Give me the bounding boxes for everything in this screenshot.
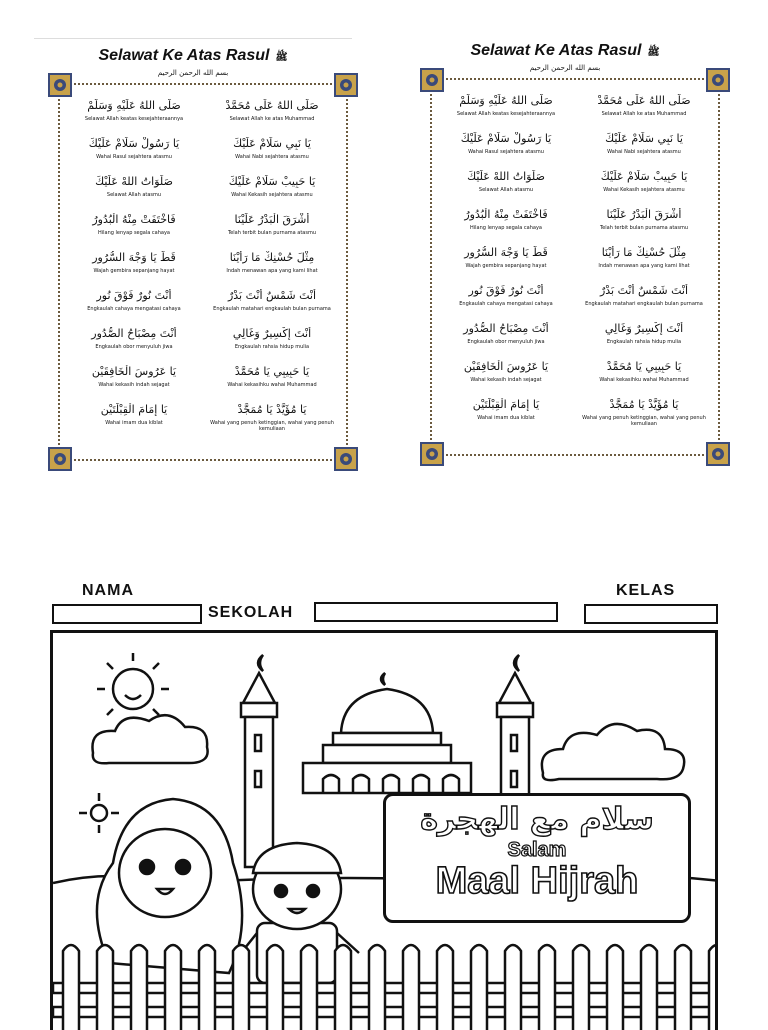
bismillah: بسم الله الرحمن الرحيم xyxy=(529,64,601,72)
verse: صَلَوَاتُ اللهْ عَلَيْكَ Selawat Allah atasmu xyxy=(95,175,173,198)
verse: صَلَّى اللهُ عَلَيْهِ وَسَلَّمْ Selawat Allah keatas kesejahteraannya xyxy=(456,94,556,117)
verse: أَشْرَقَ الْبَدْرُ عَلَيْنَا Telah terbit bulan purnama atasmu xyxy=(227,213,317,236)
verse: أَنْتَ شَمْسٌ أَنْتَ بَدْرٌ Engkaulah matahari engkaulah bulan purnama xyxy=(585,284,703,307)
nama-label: NAMA xyxy=(82,582,134,599)
ornament-corner-icon xyxy=(705,67,731,93)
verse: صَلَّى اللهُ عَلَى مُحَمَّدْ Selawat Allah ke atas Muhammad xyxy=(225,99,319,122)
banner-salam-text: Salam xyxy=(507,839,567,861)
verse: يَا حَبِيبْ سَلَامْ عَلَيْكَ Wahai Kekasih sejahtera atasmu xyxy=(600,170,688,193)
ornament-corner-icon xyxy=(333,446,359,472)
verse: فَاخْتَفَتْ مِنْهُ الْبُدُورُ Hilang lenyap segala cahaya xyxy=(92,213,176,236)
sheet-title: Selawat Ke Atas Rasul ﷺ xyxy=(470,42,660,59)
verse: أَنْتَ إِكْسِيرٌ وَغَالِي Engkaulah rahsia hidup mulia xyxy=(232,327,312,350)
selawat-verse-grid xyxy=(442,94,708,444)
minaret-left-icon xyxy=(241,655,277,867)
seal-icon: ﷺ xyxy=(647,47,660,58)
verse: مِثْلَ حُسْنِكْ مَا رَأَيْنَا Indah menawan apa yang kami lihat xyxy=(226,251,318,274)
ornament-corner-icon xyxy=(333,72,359,98)
kelas-field[interactable] xyxy=(584,604,718,624)
verse: يَا حَبِيبْ سَلَامْ عَلَيْكَ Wahai Kekasih sejahtera atasmu xyxy=(228,175,316,198)
ornament-corner-icon xyxy=(419,441,445,467)
selawat-sheet-right xyxy=(406,34,724,460)
bismillah: بسم الله الرحمن الرحيم xyxy=(157,69,229,77)
cloud-icon xyxy=(542,724,684,780)
verse: يَا إِمَامَ الْقِبْلَتَيْنِ Wahai imam dua kiblat xyxy=(100,403,168,426)
verse: مِثْلَ حُسْنِكْ مَا رَأَيْنَا Indah menawan apa yang kami lihat xyxy=(598,246,690,269)
verse: أَنْتَ شَمْسٌ أَنْتَ بَدْرٌ Engkaulah matahari engkaulah bulan purnama xyxy=(213,289,331,312)
verse: يَا مُؤَيَّدْ يَا مُمَجَّدْ Wahai yang penuh ketinggian, wahai yang penuh kemuliaan xyxy=(582,398,706,427)
ornamental-frame xyxy=(430,78,720,456)
sheet-title: Selawat Ke Atas Rasul ﷺ xyxy=(98,47,288,64)
coloring-scene xyxy=(50,630,718,1030)
selawat-verse-grid xyxy=(70,99,336,449)
mosque-dome-icon xyxy=(303,673,471,793)
banner-arabic-text: سلام مع الهجرة xyxy=(420,802,654,837)
verse: أَنْتَ نُورٌ فَوْقَ نُورِ Engkaulah cahaya mengatasi cahaya xyxy=(87,289,181,312)
verse: صَلَوَاتُ اللهْ عَلَيْكَ Selawat Allah atasmu xyxy=(467,170,545,193)
verse: يَا حَبِيبِي يَا مُحَمَّدْ Wahai kekasihku wahai Muhammad xyxy=(599,360,689,383)
banner-main-text: Maal Hijrah xyxy=(435,860,639,902)
verse: قَطُّ يَا وَجْهَ السُّرُورِ Wajah gembira sepanjang hayat xyxy=(464,246,548,269)
verse: يَا إِمَامَ الْقِبْلَتَيْنِ Wahai imam dua kiblat xyxy=(472,398,540,421)
verse: أَنْتَ مِصْبَاحُ الصُّدُورِ Engkaulah obor menyuluh jiwa xyxy=(463,322,549,345)
verse: فَاخْتَفَتْ مِنْهُ الْبُدُورُ Hilang lenyap segala cahaya xyxy=(464,208,548,231)
verse: أَنْتَ إِكْسِيرٌ وَغَالِي Engkaulah rahsia hidup mulia xyxy=(604,322,684,345)
ornamental-frame xyxy=(58,83,348,461)
selawat-sheet-left xyxy=(34,38,352,465)
verse: قَطُّ يَا وَجْهَ السُّرُورِ Wajah gembira sepanjang hayat xyxy=(92,251,176,274)
verse: يَا مُؤَيَّدْ يَا مُمَجَّدْ Wahai yang penuh ketinggian, wahai yang penuh kemuliaan xyxy=(210,403,334,432)
ornament-corner-icon xyxy=(47,72,73,98)
sun-icon xyxy=(97,653,169,725)
nama-field[interactable] xyxy=(52,604,202,624)
verse: صَلَّى اللهُ عَلَى مُحَمَّدْ Selawat Allah ke atas Muhammad xyxy=(597,94,691,117)
verse: يَا نَبِي سَلَامْ عَلَيْكَ Wahai Nabi sejahtera atasmu xyxy=(605,132,683,155)
ornament-corner-icon xyxy=(419,67,445,93)
sekolah-field[interactable] xyxy=(314,602,558,622)
ornament-corner-icon xyxy=(705,441,731,467)
maal-hijrah-banner xyxy=(383,793,691,923)
verse: صَلَّى اللهُ عَلَيْهِ وَسَلَّمْ Selawat Allah keatas kesejahteraannya xyxy=(84,99,184,122)
verse: يَا رَسُولْ سَلَامْ عَلَيْكَ Wahai Rasul sejahtera atasmu xyxy=(88,137,180,160)
verse: يَا عَرُوسَ الْخَافِقَيْنِ Wahai kekasih indah sejagat xyxy=(463,360,549,383)
verse: أَنْتَ نُورٌ فَوْقَ نُورِ Engkaulah cahaya mengatasi cahaya xyxy=(459,284,553,307)
kelas-label: KELAS xyxy=(616,582,676,599)
sekolah-label: SEKOLAH xyxy=(208,604,294,621)
verse: يَا عَرُوسَ الْخَافِقَيْنِ Wahai kekasih indah sejagat xyxy=(91,365,177,388)
ornament-corner-icon xyxy=(47,446,73,472)
verse: يَا نَبِي سَلَامْ عَلَيْكَ Wahai Nabi sejahtera atasmu xyxy=(233,137,311,160)
verse: يَا حَبِيبِي يَا مُحَمَّدْ Wahai kekasihku wahai Muhammad xyxy=(227,365,317,388)
verse: أَنْتَ مِصْبَاحُ الصُّدُورِ Engkaulah obor menyuluh jiwa xyxy=(91,327,177,350)
maal-hijrah-coloring-sheet xyxy=(48,578,720,1024)
seal-icon: ﷺ xyxy=(275,52,288,63)
verse: أَشْرَقَ الْبَدْرُ عَلَيْنَا Telah terbit bulan purnama atasmu xyxy=(599,208,689,231)
verse: يَا رَسُولْ سَلَامْ عَلَيْكَ Wahai Rasul sejahtera atasmu xyxy=(460,132,552,155)
cloud-icon xyxy=(92,715,207,763)
